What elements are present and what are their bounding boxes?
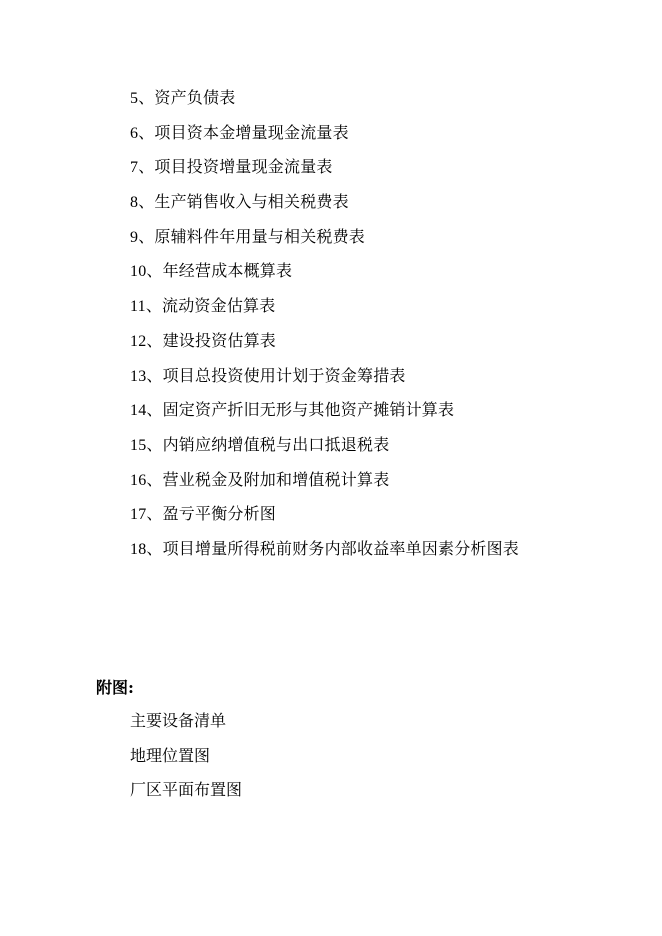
- toc-item-separator: 、: [146, 400, 163, 420]
- toc-item-separator: 、: [146, 434, 163, 454]
- toc-item-text: 流动资金估算表: [162, 296, 276, 316]
- toc-item-separator: 、: [138, 88, 155, 107]
- toc-item-text: 资产负债表: [154, 88, 236, 107]
- toc-item-number: 14: [130, 402, 147, 420]
- toc-item-text: 内销应纳增值税与出口抵退税表: [162, 434, 390, 454]
- toc-item-separator: 、: [138, 226, 155, 246]
- toc-item-separator: 、: [146, 330, 163, 350]
- toc-item-separator: 、: [138, 122, 155, 142]
- toc-item: [130, 329, 630, 364]
- toc-item-separator: 、: [146, 504, 163, 524]
- toc-item: [130, 398, 630, 433]
- toc-item-separator: 、: [146, 365, 163, 385]
- toc-list: [130, 86, 630, 572]
- toc-item-number: 17: [130, 506, 147, 524]
- toc-item-number: 6: [130, 124, 139, 142]
- toc-item: [130, 364, 630, 399]
- toc-item-text: 项目增量所得税前财务内部收益率单因素分析图表: [162, 538, 520, 558]
- toc-item: [130, 468, 630, 503]
- toc-item-text: 原辅料件年用量与相关税费表: [154, 226, 366, 246]
- toc-item-separator: 、: [146, 469, 163, 489]
- toc-item: [130, 259, 630, 294]
- toc-item-text: 项目投资增量现金流量表: [154, 157, 333, 177]
- toc-item-separator: 、: [146, 538, 163, 558]
- toc-item: [130, 86, 630, 121]
- toc-item-number: 18: [130, 540, 147, 558]
- toc-item-text: 固定资产折旧无形与其他资产摊销计算表: [162, 400, 455, 420]
- toc-item-separator: 、: [138, 192, 155, 212]
- toc-item: [130, 155, 630, 190]
- appendix-item: 地理位置图: [130, 745, 211, 765]
- toc-item: [130, 433, 630, 468]
- toc-item-text: 建设投资估算表: [162, 330, 277, 350]
- toc-item-number: 15: [130, 436, 147, 454]
- toc-item: [130, 294, 630, 329]
- toc-item-text: 项目资本金增量现金流量表: [154, 122, 349, 142]
- appendix-item: 厂区平面布置图: [130, 780, 243, 800]
- toc-item-number: 7: [130, 159, 139, 177]
- toc-item-number: 12: [130, 332, 147, 350]
- toc-item: [130, 121, 630, 156]
- toc-item-number: 16: [130, 471, 147, 489]
- toc-item: [130, 190, 630, 225]
- toc-item: [130, 502, 630, 537]
- appendix-item: 主要设备清单: [130, 711, 227, 730]
- toc-item: [130, 225, 630, 260]
- toc-item-number: 11: [130, 298, 146, 316]
- toc-item-number: 9: [130, 228, 139, 246]
- toc-item: [130, 537, 630, 572]
- toc-item-number: 13: [130, 367, 147, 385]
- toc-item-separator: 、: [138, 157, 155, 177]
- toc-item-text: 项目总投资使用计划于资金筹措表: [162, 365, 406, 385]
- toc-item-text: 营业税金及附加和增值税计算表: [162, 469, 390, 489]
- toc-item-number: 10: [130, 263, 147, 281]
- appendix-title: 附图:: [96, 678, 134, 697]
- toc-item-number: 5: [130, 90, 139, 107]
- appendix-list: [130, 709, 242, 813]
- toc-item-separator: 、: [146, 261, 163, 281]
- toc-item-text: 年经营成本概算表: [162, 261, 293, 281]
- toc-item-separator: 、: [145, 296, 163, 316]
- toc-item-text: 盈亏平衡分析图: [162, 504, 277, 524]
- toc-item-number: 8: [130, 194, 139, 212]
- toc-item-text: 生产销售收入与相关税费表: [154, 192, 349, 212]
